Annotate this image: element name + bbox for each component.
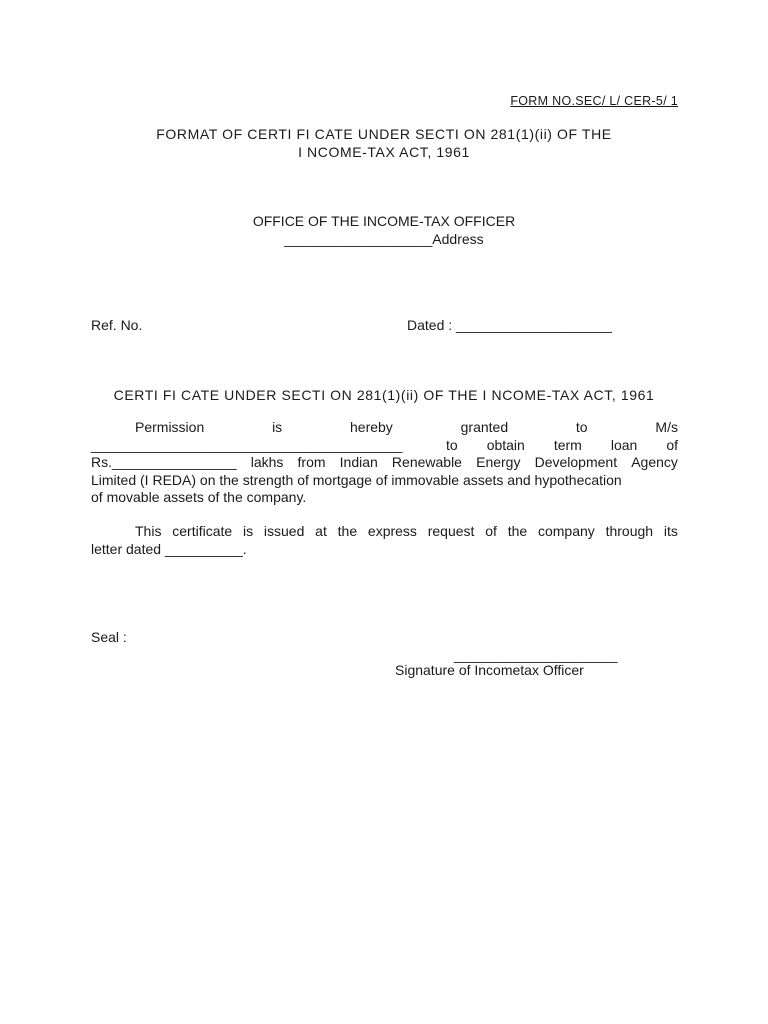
word: to: [446, 436, 458, 453]
word: issued: [263, 523, 305, 539]
office-address-line: ___________________Address: [284, 231, 484, 247]
request-paragraph: [91, 523, 678, 558]
word: loan: [610, 436, 638, 453]
word: is: [272, 419, 283, 435]
paragraph-line: of movable assets of the company.: [91, 489, 307, 506]
word: its: [663, 523, 678, 539]
certificate-heading: CERTI FI CATE UNDER SECTI ON 281(1)(ii) OF THE I NCOME-TAX ACT, 1961: [113, 387, 655, 403]
word: Renewable: [391, 454, 462, 471]
word: lakhs: [250, 454, 284, 471]
word: the: [337, 523, 358, 539]
paragraph-line: [91, 454, 678, 472]
office-block: [0, 212, 768, 248]
word: is: [242, 523, 254, 539]
word: from: [297, 454, 326, 471]
word: Permission: [135, 419, 205, 435]
word: granted: [460, 419, 509, 435]
document-heading: [0, 125, 768, 161]
word: term: [553, 436, 582, 453]
word: the: [507, 523, 528, 539]
word: to: [575, 419, 588, 435]
permission-paragraph: [91, 419, 678, 507]
word: This: [135, 523, 162, 539]
word: Energy: [476, 454, 521, 471]
paragraph-line: letter dated __________.: [91, 540, 247, 557]
signature-label: Signature of Incometax Officer: [395, 662, 584, 678]
word: Agency: [631, 454, 678, 471]
paragraph-line: [91, 437, 678, 455]
word: of: [485, 523, 497, 539]
word: through: [605, 523, 654, 539]
seal-label: Seal :: [91, 629, 127, 645]
amount-blank: Rs.________________: [91, 454, 237, 471]
word-group: [446, 437, 678, 455]
ref-no-label: Ref. No.: [91, 317, 143, 333]
word: company: [537, 523, 595, 539]
form-number: FORM NO.SEC/ L/ CER-5/ 1: [510, 94, 678, 108]
word: M/s: [655, 419, 678, 435]
heading-line-1: FORMAT OF CERTI FI CATE UNDER SECTI ON 281(1)(ii) OF THE: [156, 126, 612, 142]
word: hereby: [350, 419, 393, 435]
word: Indian: [339, 454, 378, 471]
word: express: [367, 523, 417, 539]
word: of: [666, 436, 678, 453]
word: Development: [534, 454, 618, 471]
word: obtain: [486, 436, 525, 453]
word: at: [315, 523, 327, 539]
word: certificate: [172, 523, 233, 539]
office-title: OFFICE OF THE INCOME-TAX OFFICER: [252, 213, 516, 229]
company-name-blank: ________________________________________: [91, 436, 403, 453]
heading-line-2: I NCOME-TAX ACT, 1961: [298, 144, 470, 160]
word: request: [427, 523, 475, 539]
signature-line: _____________________: [454, 647, 618, 663]
paragraph-line: [91, 523, 678, 541]
paragraph-line: [91, 419, 678, 437]
dated-label: Dated : ____________________: [407, 317, 612, 333]
paragraph-line: Limited (I REDA) on the strength of mortgage of immovable assets and hypothecation: [91, 471, 622, 488]
